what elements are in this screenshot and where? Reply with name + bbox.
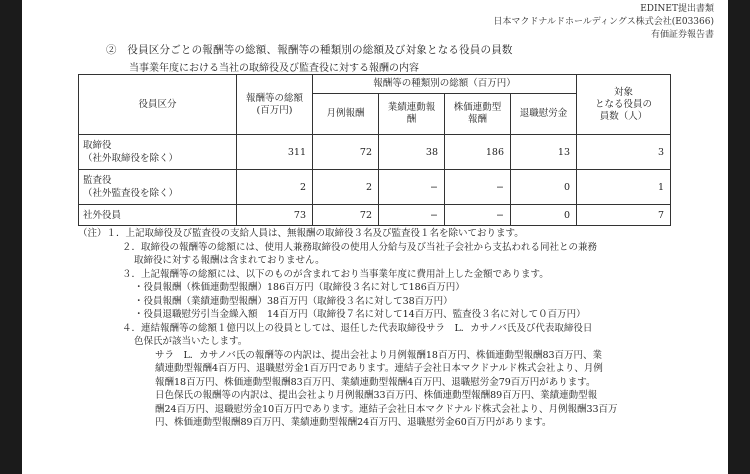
- cell-count: 3: [577, 135, 671, 170]
- row-label: 監査役 （社外監査役を除く）: [79, 170, 237, 205]
- header-category: 役員区分: [79, 75, 237, 135]
- note-line: 報酬18百万円、株価連動型報酬83百万円、業績連動型報酬4百万円、退職慰労金79百万円があります。: [155, 376, 596, 388]
- section-subtitle: 当事業年度における当社の取締役及び監査役に対する報酬の内容: [129, 63, 419, 74]
- header-type-stock: 株価連動型 報酬: [445, 94, 511, 135]
- header-by-type: 報酬等の種類別の総額（百万円）: [313, 75, 577, 94]
- cell-performance: −: [379, 205, 445, 226]
- cell-count: 7: [577, 205, 671, 226]
- note-line: 酬24百万円、退職慰労金10百万円であります。連結子会社日本マクドナルド株式会社より、月例報酬33百万: [155, 403, 618, 415]
- note-line: ・役員報酬（株価連動型報酬）186百万円（取締役３名に対して186百万円）: [134, 282, 465, 293]
- document-page: [22, 0, 728, 474]
- cell-stock: −: [445, 170, 511, 205]
- table-row: [79, 205, 671, 226]
- cell-retirement: 0: [511, 205, 577, 226]
- remuneration-table: [78, 74, 671, 226]
- header-type-performance: 業績連動報 酬: [379, 94, 445, 135]
- cell-performance: −: [379, 170, 445, 205]
- cell-total: 2: [237, 170, 313, 205]
- note-line: 日色保氏の報酬等の内訳は、提出会社より月例報酬33百万円、株価連動型報酬89百万円、業績連動型報: [155, 390, 598, 401]
- header-total: 報酬等の総額 (百万円): [237, 75, 313, 135]
- note-line: サラ L．カサノバ氏の報酬等の内訳は、提出会社より月例報酬18百万円、株価連動型報酬83百万円、業: [155, 349, 603, 361]
- cell-stock: 186: [445, 135, 511, 170]
- cell-monthly: 2: [313, 170, 379, 205]
- header-company: 日本マクドナルドホールディングス株式会社(E03366): [493, 17, 714, 27]
- row-label: 社外役員: [79, 205, 237, 226]
- note-line: 績連動型報酬4百万円、退職慰労金1百万円であります。連結子会社日本マクドナルド株式会社より、月例: [155, 363, 603, 374]
- cell-monthly: 72: [313, 205, 379, 226]
- table-row: [79, 135, 671, 170]
- cell-retirement: 13: [511, 135, 577, 170]
- note-line: 色保氏が該当いたします。: [134, 336, 248, 347]
- header-type-monthly: 月例報酬: [313, 94, 379, 135]
- header-type-retirement: 退職慰労金: [511, 94, 577, 135]
- row-label: 取締役 （社外取締役を除く）: [79, 135, 237, 170]
- section-title: ② 役員区分ごとの報酬等の総額、報酬等の種類別の総額及び対象となる役員の員数: [106, 44, 513, 56]
- cell-total: 311: [237, 135, 313, 170]
- note-line: ・役員報酬（業績連動型報酬）38百万円（取締役３名に対して38百万円）: [134, 295, 453, 307]
- cell-monthly: 72: [313, 135, 379, 170]
- note-line: （注）１．上記取締役及び監査役の支給人員は、無報酬の取締役３名及び監査役１名を除いております。: [78, 228, 524, 239]
- note-line: ２．取締役の報酬等の総額には、使用人兼務取締役の使用人分給与及び当社子会社から支払われる同社との兼務: [122, 241, 598, 253]
- cell-performance: 38: [379, 135, 445, 170]
- header-edinet: EDINET提出書類: [640, 4, 714, 14]
- note-line: ３．上記報酬等の総額には、以下のものが含まれており当事業年度に費用計上した金額であります。: [122, 268, 549, 280]
- note-line: ・役員退職慰労引当金繰入額 14百万円（取締役７名に対して14百万円、監査役３名に対して０百万円）: [134, 309, 586, 320]
- cell-stock: −: [445, 205, 511, 226]
- notes: [78, 227, 678, 430]
- header-report-type: 有価証券報告書: [650, 30, 714, 40]
- cell-count: 1: [577, 170, 671, 205]
- note-line: 円、株価連動型報酬89百万円、業績連動型報酬24百万円、退職慰労金60百万円があります。: [155, 417, 552, 428]
- note-line: ４．連結報酬等の総額１億円以上の役員としては、退任した代表取締役サラ L．カサノバ氏及び代表取締役日: [122, 322, 593, 334]
- note-line: 取締役に対する報酬は含まれておりません。: [134, 255, 325, 266]
- cell-retirement: 0: [511, 170, 577, 205]
- table-row: [79, 170, 671, 205]
- cell-total: 73: [237, 205, 313, 226]
- header-count: 対象 となる役員の 員数（人）: [577, 75, 671, 135]
